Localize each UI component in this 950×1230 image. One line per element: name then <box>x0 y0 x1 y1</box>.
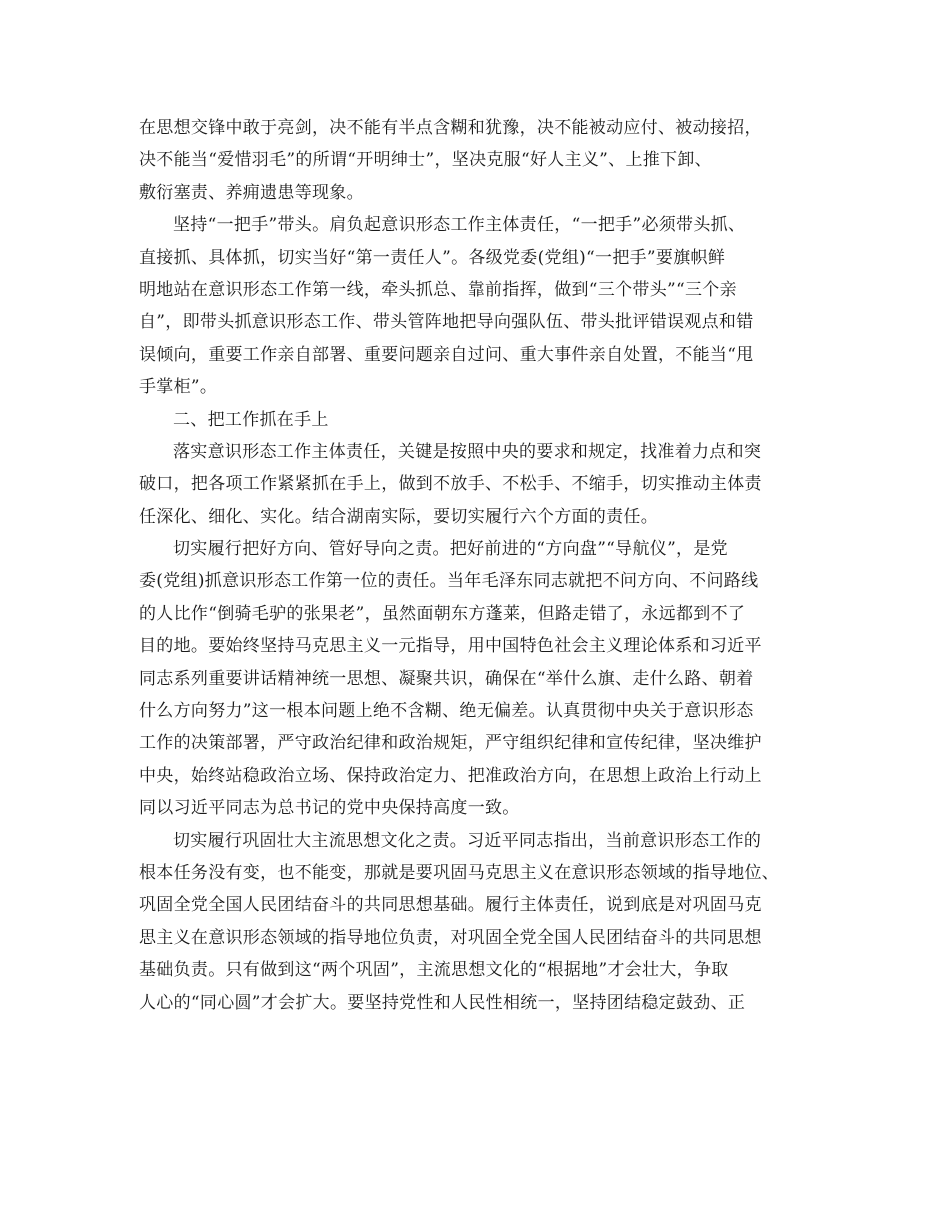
text-line: 什么方向努力”这一根本问题上绝不含糊、绝无偏差。认真贯彻中央关于意识形态 <box>139 701 754 722</box>
text-line: 中央，始终站稳政治立场、保持政治定力、把准政治方向，在思想上政治上行动上 <box>139 765 762 786</box>
text-line: 明地站在意识形态工作第一线，牵头抓总、靠前指挥，做到“三个带头”“三个亲 <box>139 279 737 300</box>
text-line: 决不能当“爱惜羽毛”的所谓“开明绅士”，坚决克服“好人主义”、上推下卸、 <box>139 150 712 171</box>
text-line: 巩固全党全国人民团结奋斗的共同思想基础。履行主体责任，说到底是对巩固马克 <box>139 895 762 916</box>
text-line: 直接抓、具体抓，切实当好“第一责任人”。各级党委(党组)“一把手”要旗帜鲜 <box>139 247 726 268</box>
text-line: 的人比作“倒骑毛驴的张果老”，虽然面朝东方蓬莱，但路走错了，永远都到不了 <box>139 603 746 624</box>
text-line: 任深化、细化、实化。结合湖南实际，要切实履行六个方面的责任。 <box>139 506 658 527</box>
text-line: 同以习近平同志为总书记的党中央保持高度一致。 <box>139 798 520 819</box>
text-line: 工作的决策部署，严守政治纪律和政治规矩，严守组织纪律和宣传纪律，坚决维护 <box>139 733 762 754</box>
text-line: 根本任务没有变，也不能变，那就是要巩固马克思主义在意识形态领域的指导地位、 <box>139 862 780 883</box>
text-line: 破口，把各项工作紧紧抓在手上，做到不放手、不松手、不缩手，切实推动主体责 <box>139 474 762 495</box>
text-line: 在思想交锋中敢于亮剑，决不能有半点含糊和犹豫，决不能被动应付、被动接招， <box>139 118 762 138</box>
text-line: 人心的“同心圆”才会扩大。要坚持党性和人民性相统一，坚持团结稳定鼓劲、正 <box>139 992 746 1013</box>
text-line: 思主义在意识形态领域的指导地位负责，对巩固全党全国人民团结奋斗的共同思想 <box>139 927 762 948</box>
text-line: 手掌柜”。 <box>139 377 218 398</box>
text-line: 同志系列重要讲话精神统一思想、凝聚共识，确保在“举什么旗、走什么路、朝着 <box>139 668 754 689</box>
paragraph-first-line: 切实履行巩固壮大主流思想文化之责。习近平同志指出，当前意识形态工作的 <box>173 830 762 851</box>
text-line: 敷衍塞责、养痈遗患等现象。 <box>139 182 364 203</box>
paragraph-first-line: 切实履行把好方向、管好导向之责。把好前进的“方向盘”“导航仪”，是党 <box>173 539 728 560</box>
text-line: 基础负责。只有做到这“两个巩固”，主流思想文化的“根据地”才会壮大，争取 <box>139 960 729 981</box>
paragraph-first-line: 落实意识形态工作主体责任，关键是按照中央的要求和规定，找准着力点和突 <box>173 441 762 462</box>
section-heading: 二、把工作抓在手上 <box>173 409 329 430</box>
text-line: 误倾向，重要工作亲自部署、重要问题亲自过问、重大事件亲自处置，不能当“甩 <box>139 344 754 365</box>
text-line: 委(党组)抓意识形态工作第一位的责任。当年毛泽东同志就把不问方向、不问路线 <box>139 571 759 592</box>
text-line: 目的地。要始终坚持马克思主义一元指导，用中国特色社会主义理论体系和习近平 <box>139 636 762 657</box>
text-line: 自”，即带头抓意识形态工作、带头管阵地把导向强队伍、带头批评错误观点和错 <box>139 312 754 333</box>
document-body <box>139 112 819 1019</box>
paragraph-first-line: 坚持“一把手”带头。肩负起意识形态工作主体责任，“一把手”必须带头抓、 <box>173 215 746 236</box>
